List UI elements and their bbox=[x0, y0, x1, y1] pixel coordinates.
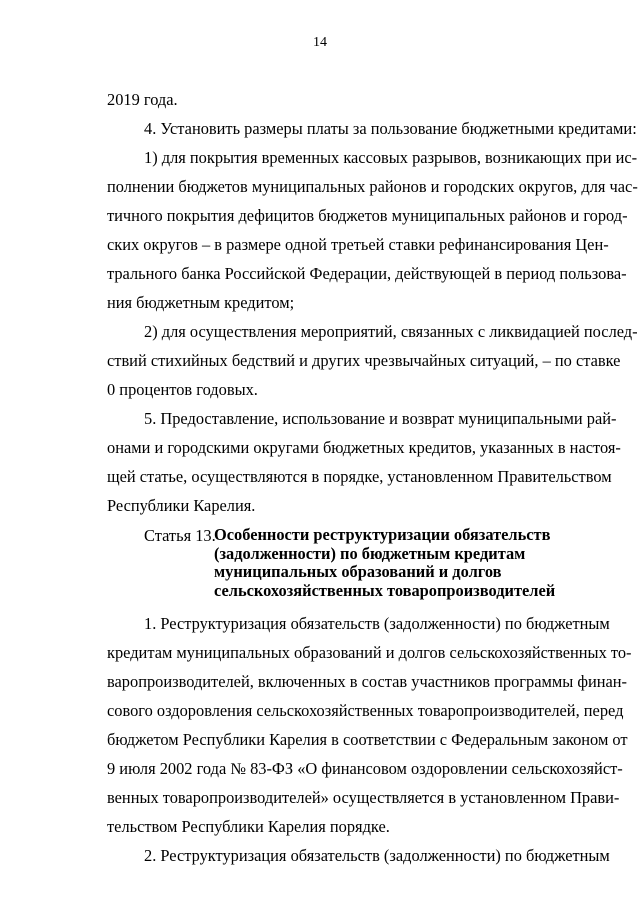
item-5-line: щей статье, осуществляются в порядке, установленном Правительством bbox=[107, 467, 612, 486]
article-title-line: сельскохозяйственных товаропроизводителей bbox=[214, 580, 556, 600]
item-5-line: Республики Карелия. bbox=[107, 496, 256, 515]
item-5-line: 5. Предоставление, использование и возврат муниципальными рай- bbox=[144, 409, 617, 428]
article-13-p1-line: тельством Республики Карелия порядке. bbox=[107, 817, 390, 836]
article-title bbox=[214, 526, 555, 600]
article-13-p2-line: 2. Реструктуризация обязательств (задолженности) по бюджетным bbox=[144, 846, 610, 865]
article-title-line: Особенности реструктуризации обязательств bbox=[214, 525, 551, 544]
article-13-p1-line: сового оздоровления сельскохозяйственных товаропроизводителей, перед bbox=[107, 701, 624, 720]
article-13-p1-line: варопроизводителей, включенных в состав участников программы финан- bbox=[107, 672, 627, 691]
article-13-p1-line: 1. Реструктуризация обязательств (задолженности) по бюджетным bbox=[144, 614, 610, 633]
sub-2-line: ствий стихийных бедствий и других чрезвычайных ситуаций, – по ставке bbox=[107, 351, 621, 370]
sub-1-line: трального банка Российской Федерации, действующей в период пользова- bbox=[107, 264, 627, 283]
sub-1-line: тичного покрытия дефицитов бюджетов муниципальных районов и город- bbox=[107, 206, 628, 225]
sub-1-line: ния бюджетным кредитом; bbox=[107, 293, 295, 312]
sub-1-line: 1) для покрытия временных кассовых разрывов, возникающих при ис- bbox=[144, 148, 638, 167]
sub-1-line: полнении бюджетов муниципальных районов и городских округов, для час- bbox=[107, 177, 638, 196]
intro-line: 2019 года. bbox=[107, 90, 178, 109]
article-label: Статья 13. bbox=[144, 526, 216, 545]
article-title-line: (задолженности) по бюджетным кредитам bbox=[214, 543, 526, 563]
article-title-line: муниципальных образований и долгов bbox=[214, 562, 502, 581]
page-number: 14 bbox=[313, 35, 327, 50]
article-13-p1-line: кредитам муниципальных образований и долгов сельскохозяйственных то- bbox=[107, 643, 632, 662]
item-4-line: 4. Установить размеры платы за пользование бюджетными кредитами: bbox=[144, 119, 637, 138]
sub-2-line: 2) для осуществления мероприятий, связанных с ликвидацией послед- bbox=[144, 322, 638, 341]
item-5-line: онами и городскими округами бюджетных кредитов, указанных в настоя- bbox=[107, 438, 621, 457]
article-13-p1-line: венных товаропроизводителей» осуществляется в установленном Прави- bbox=[107, 788, 620, 807]
sub-2-line: 0 процентов годовых. bbox=[107, 380, 258, 399]
article-13-p1-line: 9 июля 2002 года № 83-ФЗ «О финансовом оздоровлении сельскохозяйст- bbox=[107, 759, 623, 778]
article-13-p1-line: бюджетом Республики Карелия в соответствии с Федеральным законом от bbox=[107, 730, 628, 749]
sub-1-line: ских округов – в размере одной третьей ставки рефинансирования Цен- bbox=[107, 235, 609, 254]
